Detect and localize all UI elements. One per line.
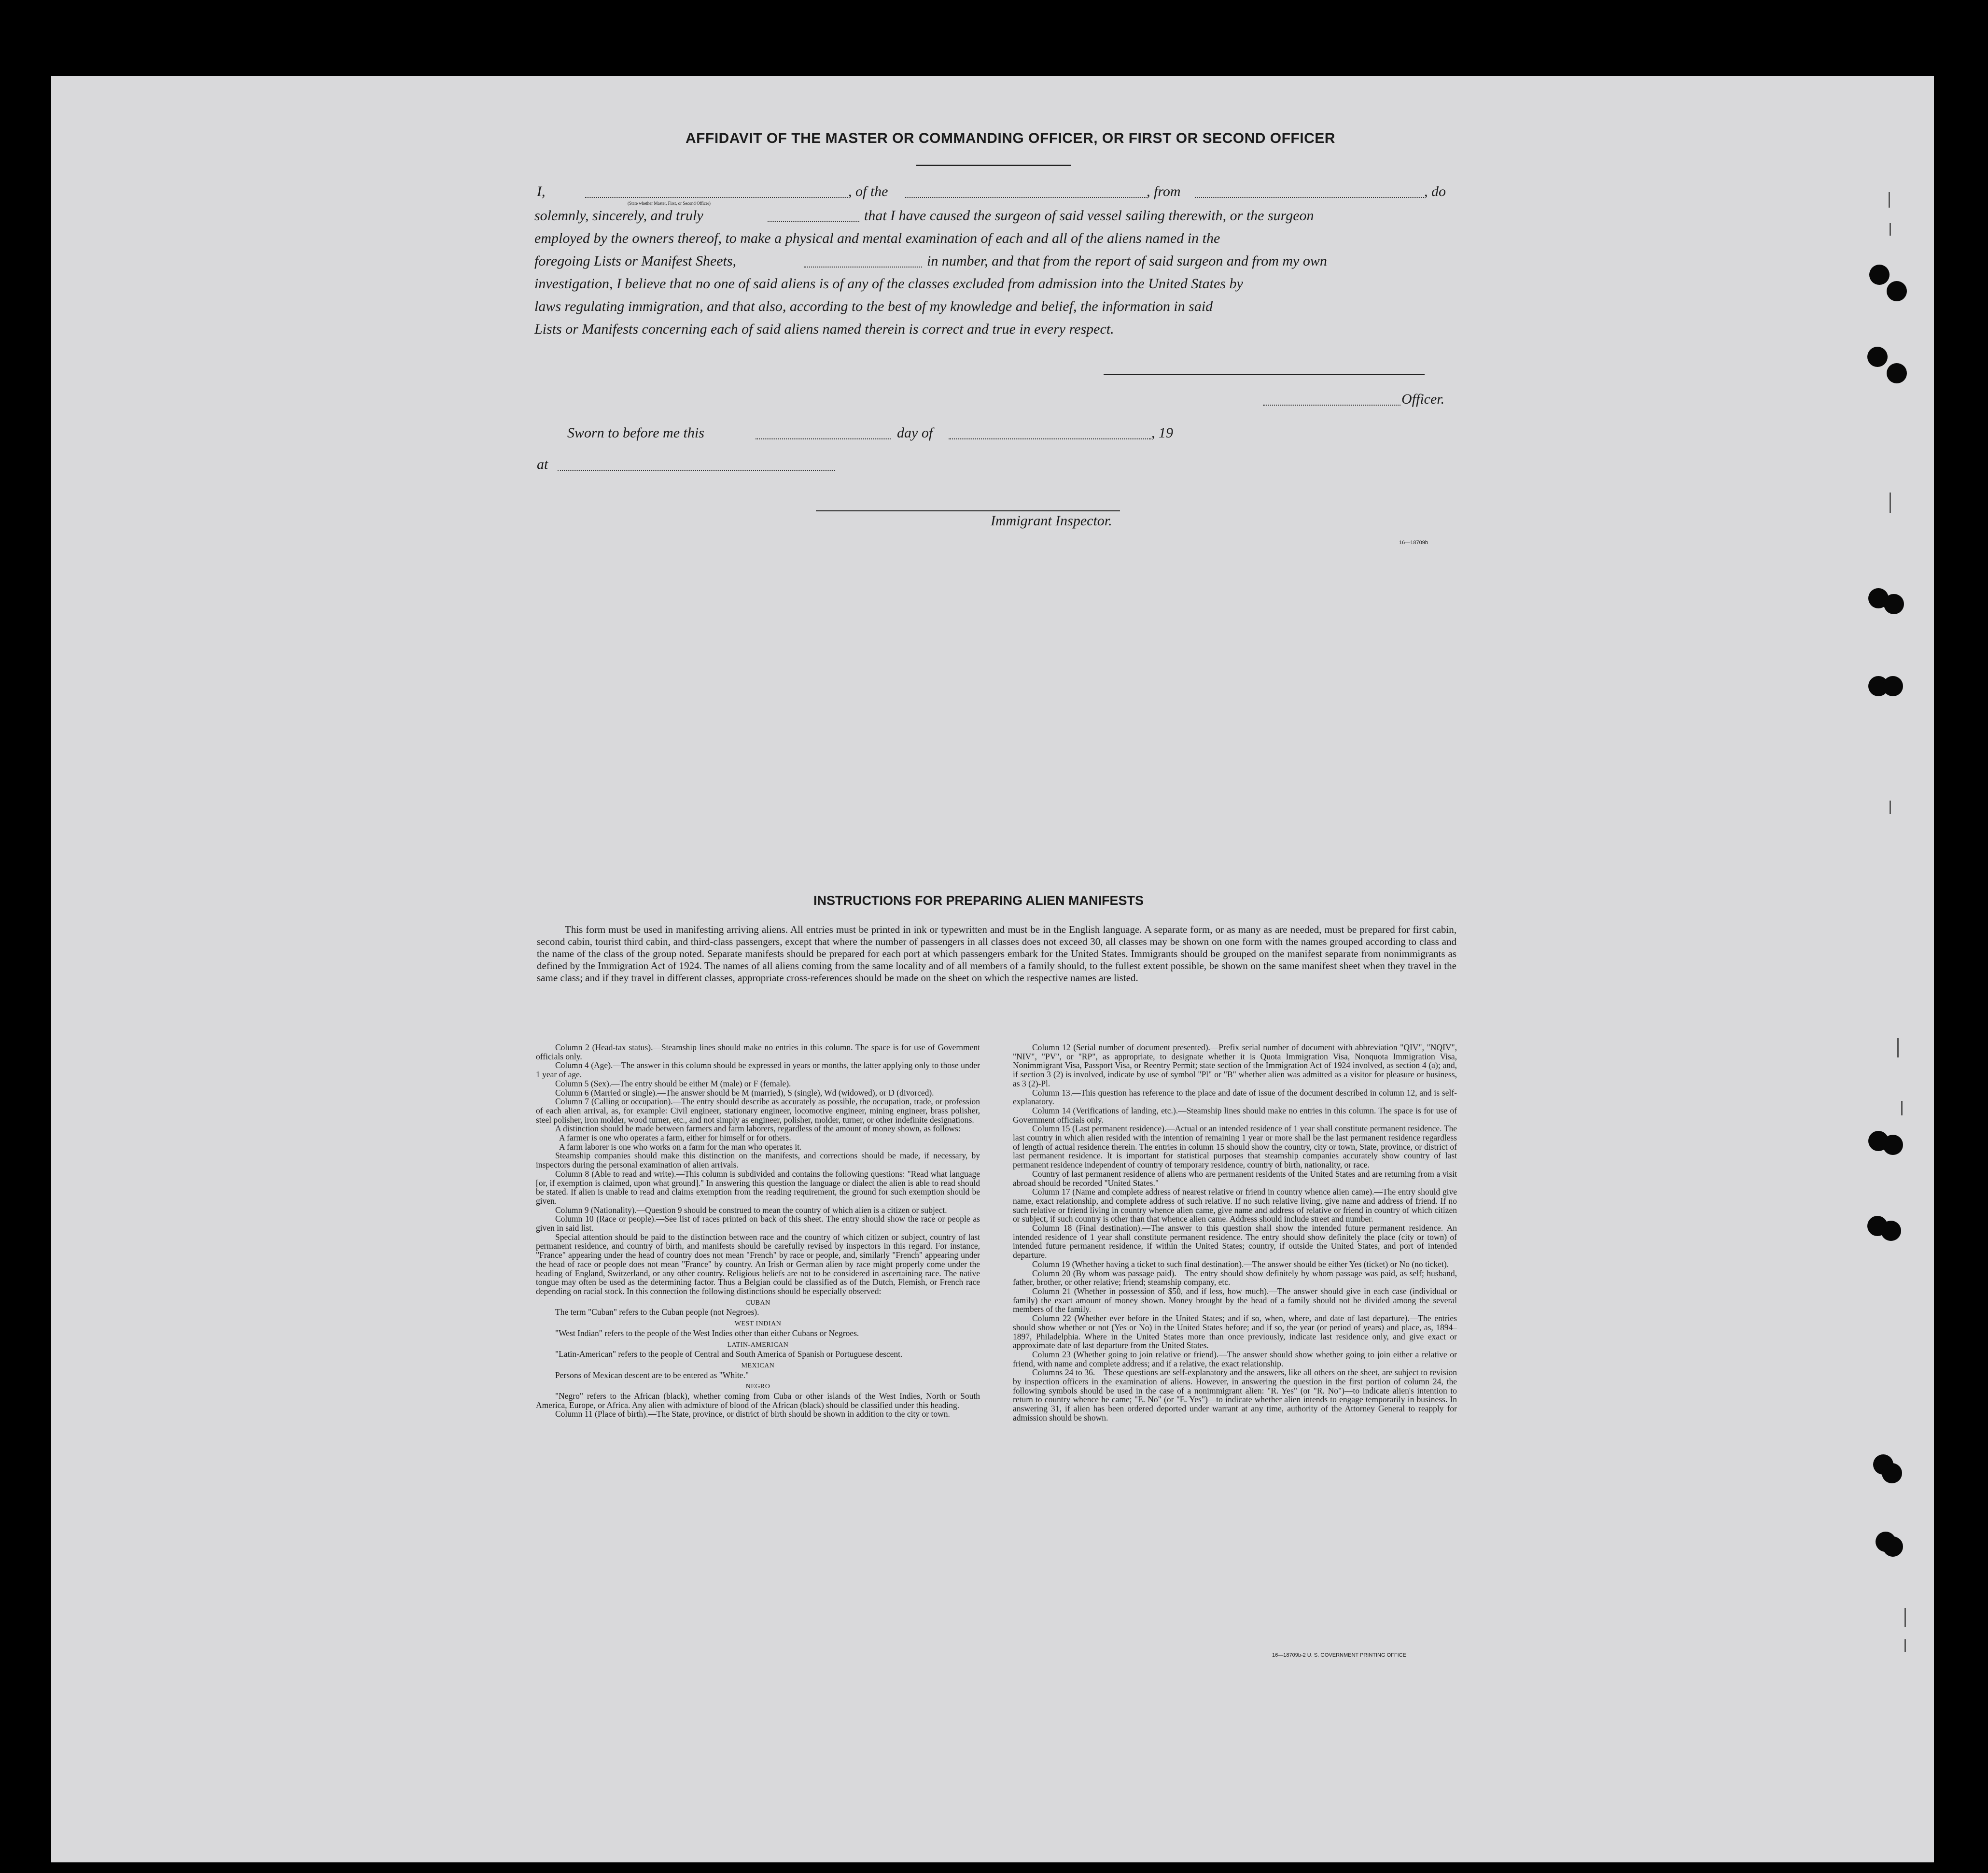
instruction-paragraph: "Latin-American" refers to the people of Central and South America of Spanish or Portuguese descent. bbox=[555, 1349, 903, 1359]
instruction-paragraph: Column 8 (Able to read and write).—This column is subdivided and contains the following questions: "Read what language [or, if exemption is claimed, upon what ground]." In answering this question the language or dialect the alien is able to read should be stated. If alien is unable to read and claims exemption from the reading requirement, the ground for such exemption should be given. bbox=[536, 1169, 980, 1206]
instruction-paragraph: Column 10 (Race or people).—See list of races printed on back of this sheet. The entry should show the race or people as given in said list. bbox=[536, 1214, 980, 1233]
affidavit-form-number: 16—18709b bbox=[1399, 540, 1428, 546]
section-heading: CUBAN bbox=[745, 1299, 770, 1307]
margin-mark bbox=[1901, 1101, 1903, 1115]
instruction-paragraph: "Negro" refers to the African (black), whether coming from Cuba or other islands of the West Indies, North or South America, Europe, or Africa. Any alien with admixture of blood of the African (black) should be classified under this heading. bbox=[536, 1391, 980, 1410]
instruction-paragraph: Column 11 (Place of birth).—The State, province, or district of birth should be shown in addition to the city or town. bbox=[555, 1409, 950, 1419]
affidavit-line5: investigation, I believe that no one of said aliens is of any of the classes excluded from admission into the United States by bbox=[534, 276, 1243, 292]
instruction-paragraph: Column 22 (Whether ever before in the United States; and if so, when, where, and date of last departure).—The entries should show whether or not (Yes or No) in the United States before; and if so, the year (or period of years) and place, as, 1894–1897, Philadelphia. Where in the United States more than once previously, indicate last residence only, and give exact or approximate date of last departure from the United States. bbox=[1013, 1313, 1457, 1351]
margin-mark bbox=[1890, 493, 1891, 513]
affidavit-line2a: solemnly, sincerely, and truly bbox=[534, 208, 703, 224]
margin-mark bbox=[1904, 1608, 1906, 1627]
instruction-paragraph: Steamship companies should make this distinction on the manifests, and corrections should be made, if necessary, by inspectors during the personal examination of alien arrivals. bbox=[536, 1151, 980, 1170]
instruction-paragraph: Column 12 (Serial number of document presented).—Prefix serial number of document with abbreviation "QIV", "NQIV", "NIV", "PV", or "RP", as appropriate, to designate whether it is Quota Immigration Visa, Nonquota Immigration Visa, Nonimmigrant Visa, Passport Visa, or Reentry Permit; state section of the Immigration Act of 1924 involved, as section 4 (a); and, if section 3 (2) is involved, indicate by use of symbol "Pl" or "B" whether alien was admitted as a visitor for pleasure or business, as 3 (2)-Pl. bbox=[1013, 1042, 1457, 1088]
affidavit-line4b: in number, and that from the report of said surgeon and from my own bbox=[927, 253, 1327, 269]
instruction-paragraph: A distinction should be made between farmers and farm laborers, regardless of the amount of money shown, as follows: bbox=[555, 1124, 961, 1134]
from-blank[interactable] bbox=[1195, 197, 1424, 198]
punch-hole bbox=[1883, 676, 1903, 696]
affidavit-line4a: foregoing Lists or Manifest Sheets, bbox=[534, 253, 737, 269]
instruction-paragraph: "West Indian" refers to the people of the West Indies other than either Cubans or Negroes. bbox=[555, 1328, 859, 1338]
instruction-paragraph: Column 15 (Last permanent residence).—Actual or an intended residence of 1 year shall constitute permanent residence. The last country in which alien resided with the intention of remaining 1 year or more shall be the last permanent residence regardless of length of actual residence therein. The entries in column 15 should show the country, city or town, State, province, or district of last permanent residence. It is important for statistical purposes that steamship companies accurately show country of last permanent residence independent of country of temporary residence, country of birth, nationality, or race. bbox=[1013, 1124, 1457, 1170]
officer-label: Officer. bbox=[1401, 391, 1445, 407]
instruction-paragraph: Column 9 (Nationality).—Question 9 should be construed to mean the country of which alien is a citizen or subject. bbox=[555, 1205, 947, 1215]
instruction-paragraph: Column 19 (Whether having a ticket to such final destination).—The answer should be either Yes (ticket) or No (no ticket). bbox=[1032, 1259, 1449, 1269]
punch-hole bbox=[1869, 265, 1890, 285]
from-label: , from bbox=[1147, 183, 1181, 199]
do-label: , do bbox=[1424, 183, 1446, 199]
instruction-paragraph: Column 20 (By whom was passage paid).—The entry should show definitely by whom passage was paid, as self; husband, father, brother, or other relative; friend; steamship company, etc. bbox=[1013, 1268, 1457, 1287]
affidavit-i: I, bbox=[537, 183, 546, 199]
section-heading: NEGRO bbox=[745, 1383, 770, 1391]
vessel-blank[interactable] bbox=[905, 197, 1147, 198]
instructions-intro: This form must be used in manifesting arriving aliens. All entries must be printed in ink or typewritten and must be in the English language. A separate form, or as many as are needed, must be prepared for first cabin, second cabin, tourist third cabin, and third-class passengers, except that where the number of passengers in all classes does not exceed 30, all classes may be shown on one form with the names grouped according to class and the name of the class of the group noted. Separate manifests should be prepared for each port at which passengers embark for the United States. Immigrants should be grouped on the manifest separate from nonimmigrants as defined by the Immigration Act of 1924. The names of all aliens coming from the same locality and of all members of a family should, to the fullest extent possible, be shown on the same manifest sheet when they travel in the same class; and if they travel in different classes, appropriate cross-references should be made on the sheet on which the respective names are listed. bbox=[537, 924, 1456, 984]
of-the-label: , of the bbox=[848, 183, 888, 199]
sworn-day-blank[interactable] bbox=[756, 438, 891, 439]
instruction-paragraph: The term "Cuban" refers to the Cuban people (not Negroes). bbox=[555, 1307, 759, 1317]
instruction-paragraph: Column 7 (Calling or occupation).—The entry should describe as accurately as possible, the occupation, trade, or profession of each alien arrival, as, for example: Civil engineer, stationary engineer, locomotive engineer, mining engineer, brass polisher, steel polisher, iron molder, wood turner, etc., and not simply as engineer, polisher, molder, turner, or other indefinite designations. bbox=[536, 1097, 980, 1125]
instructions-right-column bbox=[1013, 1043, 1457, 1422]
margin-mark bbox=[1890, 223, 1891, 236]
officer-blank[interactable] bbox=[1263, 405, 1400, 406]
inspector-signature-line bbox=[816, 510, 1120, 511]
instructions-title: INSTRUCTIONS FOR PREPARING ALIEN MANIFESTS bbox=[813, 893, 1144, 908]
instruction-paragraph: Column 4 (Age).—The answer in this column should be expressed in years or months, the latter applying only to those under 1 year of age. bbox=[536, 1060, 980, 1080]
instruction-paragraph: Column 18 (Final destination).—The answer to this question shall show the intended future permanent residence. An intended residence of 1 year shall constitute permanent residence. The entry should show definitely the place (city or town) of intended future permanent residence, if within the United States; country, if outside the United States, and port of intended departure. bbox=[1013, 1223, 1457, 1260]
punch-hole bbox=[1883, 1536, 1903, 1557]
margin-mark bbox=[1897, 1038, 1899, 1057]
day-of-label: day of bbox=[897, 425, 933, 441]
instruction-paragraph: Column 5 (Sex).—The entry should be either M (male) or F (female). bbox=[555, 1078, 791, 1088]
section-heading: MEXICAN bbox=[741, 1362, 775, 1369]
affidavit-line7: Lists or Manifests concerning each of said aliens named therein is correct and true in every respect. bbox=[534, 321, 1114, 337]
inspector-label: Immigrant Inspector. bbox=[991, 513, 1112, 529]
punch-hole bbox=[1881, 1221, 1901, 1241]
punch-hole bbox=[1884, 594, 1904, 614]
affidavit-line2b: that I have caused the surgeon of said vessel sailing therewith, or the surgeon bbox=[864, 208, 1314, 224]
instruction-paragraph: Country of last permanent residence of aliens who are permanent residents of the United States and are returning from a visit abroad should be recorded "United States." bbox=[1013, 1169, 1457, 1188]
instruction-paragraph: Column 2 (Head-tax status).—Steamship lines should make no entries in this column. The space is for use of Government officials only. bbox=[536, 1042, 980, 1061]
instruction-paragraph: A farm laborer is one who works on a farm for the man who operates it. bbox=[559, 1141, 802, 1152]
instruction-paragraph: Special attention should be paid to the distinction between race and the country of which citizen or subject, country of last permanent residence, and country of birth, and manifests should be carefully revised by inspectors in this regard. For instance, "France" appearing under the head of country does not mean "French" by race or people, and, similarly "French" appearing under the head of race or people does not mean "France" by country. An Irish or German alien by race might properly come under the heading of England, Switzerland, or any other country. Religious beliefs are not to be considered in ascertaining race. The native tongue may often be used as the determining factor. Thus a Belgian could be classified as of the Dutch, Flemish, or French race depending on racial stock. In this connection the following distinctions should be especially observed: bbox=[536, 1232, 980, 1296]
instruction-paragraph: Column 6 (Married or single).—The answer should be M (married), S (single), Wd (widowed), or D (divorced). bbox=[555, 1087, 934, 1098]
instruction-paragraph: Column 13.—This question has reference to the place and date of issue of the document described in column 12, and is self-explanatory. bbox=[1013, 1087, 1457, 1107]
punch-hole bbox=[1882, 1463, 1902, 1483]
instruction-paragraph: Column 23 (Whether going to join relative or friend).—The answer should show whether going to join either a relative or friend, with name and complete address; and if a relative, the exact relationship. bbox=[1013, 1349, 1457, 1368]
printing-office-footer: 16—18709b-2 U. S. GOVERNMENT PRINTING OFFICE bbox=[1272, 1652, 1406, 1658]
margin-mark bbox=[1904, 1639, 1906, 1652]
punch-hole bbox=[1887, 363, 1907, 383]
margin-mark bbox=[1890, 801, 1891, 814]
instruction-paragraph: Column 17 (Name and complete address of nearest relative or friend in country whence alien came).—The entry should give name, exact relationship, and complete address of such relative. If no such relative living, give name and address of friend. If no such relative or friend living in country whence alien came, give name and address of relative or friend in country of which citizen or subject, if such country is other than that whence alien came. Address should include street and number. bbox=[1013, 1187, 1457, 1224]
signature-line bbox=[1104, 374, 1425, 375]
margin-mark bbox=[1889, 192, 1890, 208]
instruction-paragraph: Column 14 (Verifications of landing, etc.).—Steamship lines should make no entries in this column. The space is for use of Government officials only. bbox=[1013, 1105, 1457, 1125]
sheets-count-blank[interactable] bbox=[804, 267, 922, 268]
instruction-paragraph: A farmer is one who operates a farm, either for himself or for others. bbox=[559, 1133, 791, 1143]
rank-note: (State whether Master, First, or Second Officer) bbox=[628, 201, 711, 206]
punch-hole bbox=[1883, 1135, 1903, 1155]
officer-rank-blank[interactable] bbox=[585, 197, 848, 198]
instruction-paragraph: Columns 24 to 36.—These questions are self-explanatory and the answers, like all others on the sheet, are subject to revision by inspection officers in the examination of aliens. However, in answering the question in the first portion of column 24, the following symbols should be used in the case of a nonimmigrant alien: "R. Yes" (or "R. No")—to indicate alien's intention to return to country whence he came; "E. No" (or "E. Yes")—to indicate whether alien intends to engage temporarily in business. In answering 31, if alien has been ordered deported under warrant at any time, authority of the Attorney General to reapply for admission should be shown. bbox=[1013, 1367, 1457, 1422]
sworn-month-blank[interactable] bbox=[949, 438, 1151, 439]
sworn-label: Sworn to before me this bbox=[567, 425, 704, 441]
affidavit-title: AFFIDAVIT OF THE MASTER OR COMMANDING OFFICER, OR FIRST OR SECOND OFFICER bbox=[686, 130, 1335, 146]
punch-hole bbox=[1887, 281, 1907, 301]
instructions-left-column bbox=[536, 1043, 980, 1419]
instruction-paragraph: Persons of Mexican descent are to be entered as "White." bbox=[555, 1370, 749, 1380]
punch-hole bbox=[1867, 347, 1888, 367]
at-label: at bbox=[537, 456, 548, 472]
year-label: , 19 bbox=[1151, 425, 1173, 441]
section-heading: LATIN-AMERICAN bbox=[727, 1341, 789, 1349]
place-blank[interactable] bbox=[558, 470, 835, 471]
affidavit-line3: employed by the owners thereof, to make a physical and mental examination of each and all of the aliens named in the bbox=[534, 230, 1220, 246]
instruction-paragraph: Column 21 (Whether in possession of $50, and if less, how much).—The answer should give in each case (individual or family) the exact amount of money shown. Money brought by the head of a family should not be divided among the several members of the family. bbox=[1013, 1286, 1457, 1314]
title-underline bbox=[916, 165, 1071, 166]
swear-blank[interactable] bbox=[768, 221, 859, 222]
section-heading: WEST INDIAN bbox=[734, 1320, 782, 1328]
affidavit-line6: laws regulating immigration, and that also, according to the best of my knowledge and belief, the information in said bbox=[534, 298, 1213, 314]
